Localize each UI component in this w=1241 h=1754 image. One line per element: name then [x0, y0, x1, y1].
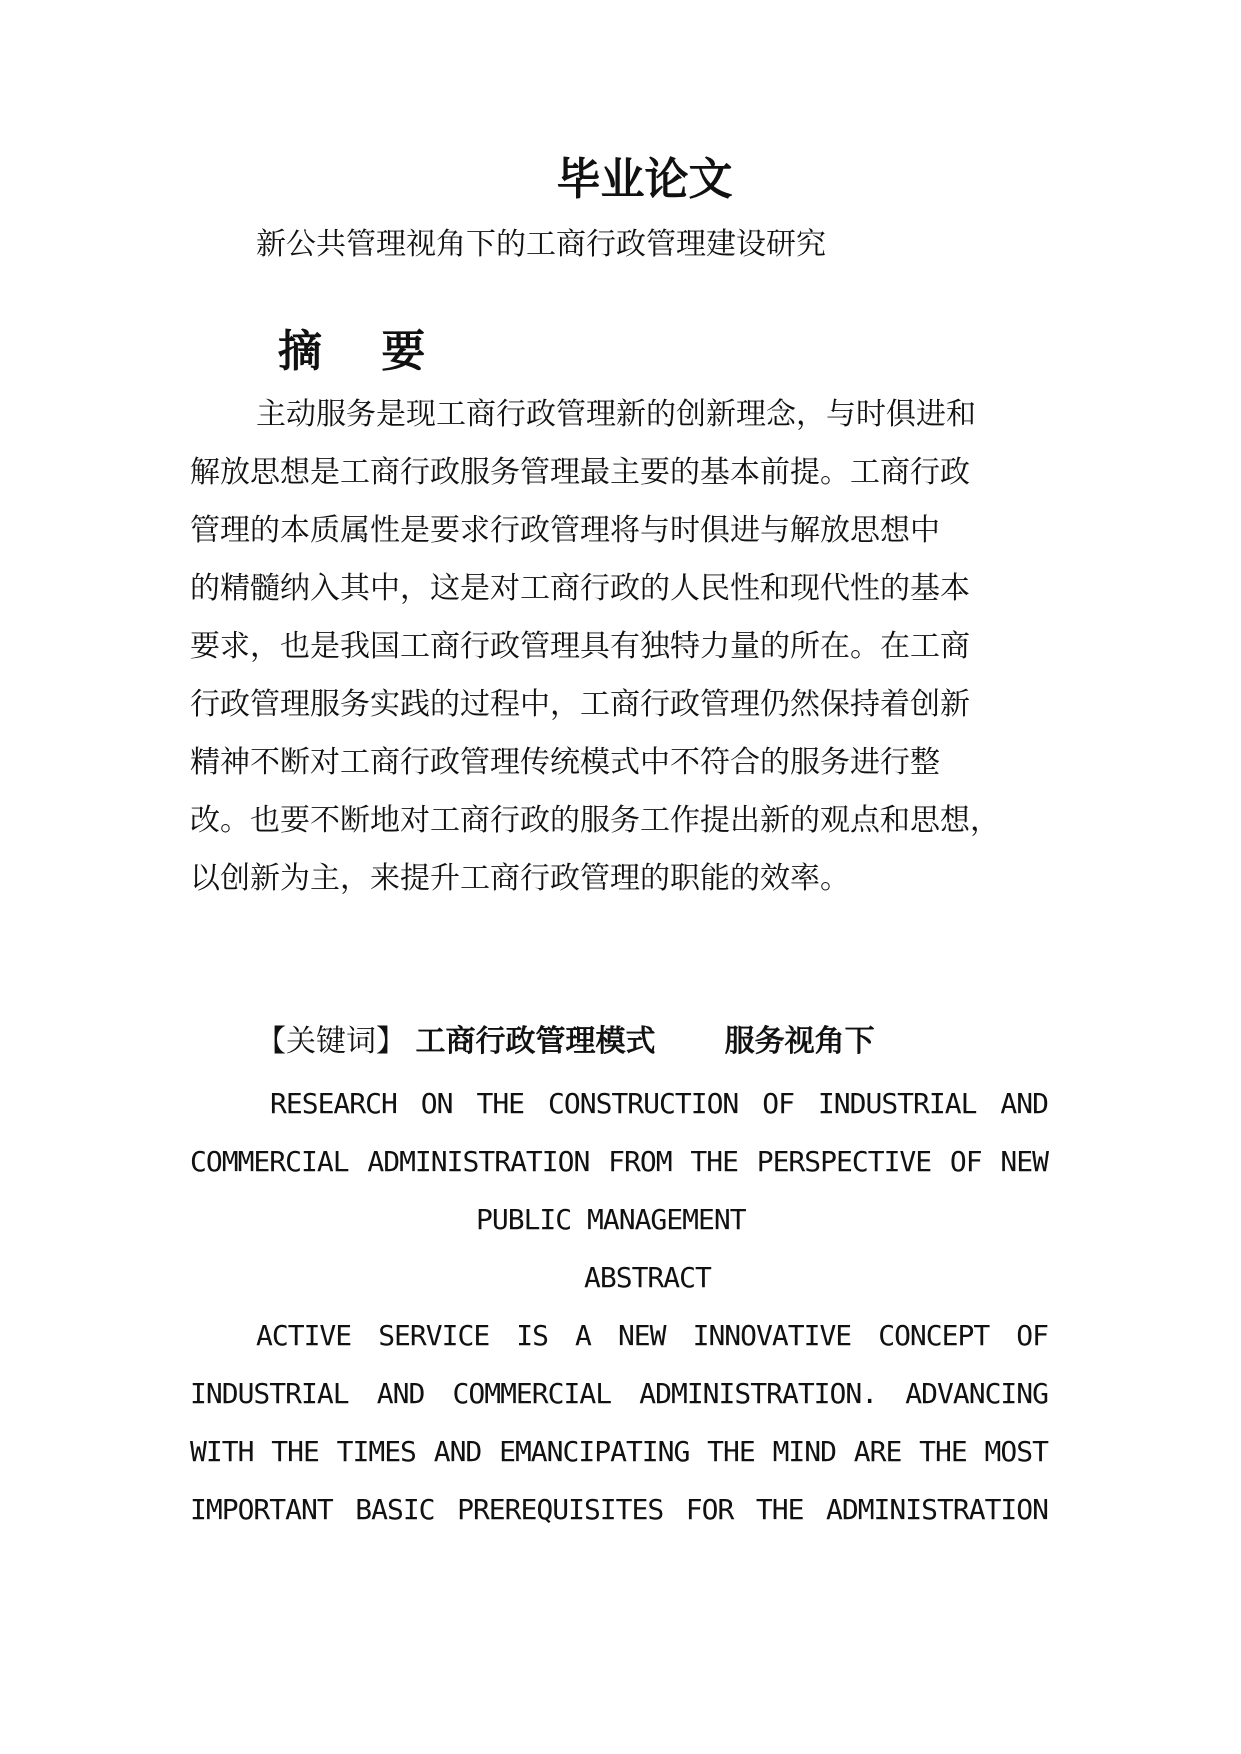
english-title-line: RESEARCH ON THE CONSTRUCTION OF INDUSTRIAL AND	[270, 1087, 1048, 1120]
english-abstract-heading: ABSTRACT	[584, 1261, 711, 1294]
english-abstract-line: WITH THE TIMES AND EMANCIPATING THE MIND ARE THE MOST	[190, 1435, 1048, 1468]
abstract-cn-line: 以创新为主，来提升工商行政管理的职能的效率。	[190, 861, 850, 896]
keywords-label: 【关键词】	[256, 1024, 406, 1059]
abstract-cn-line: 管理的本质属性是要求行政管理将与时俱进与解放思想中	[190, 513, 940, 548]
english-title-line: COMMERCIAL ADMINISTRATION FROM THE PERSPECTIVE OF NEW	[190, 1145, 1048, 1178]
english-abstract-line: IMPORTANT BASIC PREREQUISITES FOR THE ADMINISTRATION	[190, 1493, 1048, 1526]
english-abstract-line: INDUSTRIAL AND COMMERCIAL ADMINISTRATION. ADVANCING	[190, 1377, 1048, 1410]
document-title: 毕业论文	[556, 154, 733, 205]
abstract-cn-line: 行政管理服务实践的过程中，工商行政管理仍然保持着创新	[190, 687, 970, 722]
keyword-term: 服务视角下	[724, 1024, 875, 1059]
english-abstract-line: ACTIVE SERVICE IS A NEW INNOVATIVE CONCEPT OF	[256, 1319, 1048, 1352]
thesis-subtitle: 新公共管理视角下的工商行政管理建设研究	[256, 227, 826, 262]
abstract-cn-line: 的精髓纳入其中，这是对工商行政的人民性和现代性的基本	[190, 571, 970, 606]
abstract-cn-line: 主动服务是现工商行政管理新的创新理念，与时俱进和	[256, 397, 976, 432]
abstract-cn-line: 要求，也是我国工商行政管理具有独特力量的所在。在工商	[190, 629, 970, 664]
keywords-line	[256, 1024, 875, 1059]
keyword-term: 工商行政管理模式	[415, 1024, 656, 1059]
english-title-line: PUBLIC MANAGEMENT	[476, 1203, 746, 1236]
abstract-cn-line: 解放思想是工商行政服务管理最主要的基本前提。工商行政	[190, 455, 970, 490]
abstract-cn-line: 精神不断对工商行政管理传统模式中不符合的服务进行整	[190, 745, 940, 780]
abstract-cn-line: 改。也要不断地对工商行政的服务工作提出新的观点和思想，	[190, 803, 1000, 838]
abstract-heading: 摘 要	[278, 326, 448, 377]
